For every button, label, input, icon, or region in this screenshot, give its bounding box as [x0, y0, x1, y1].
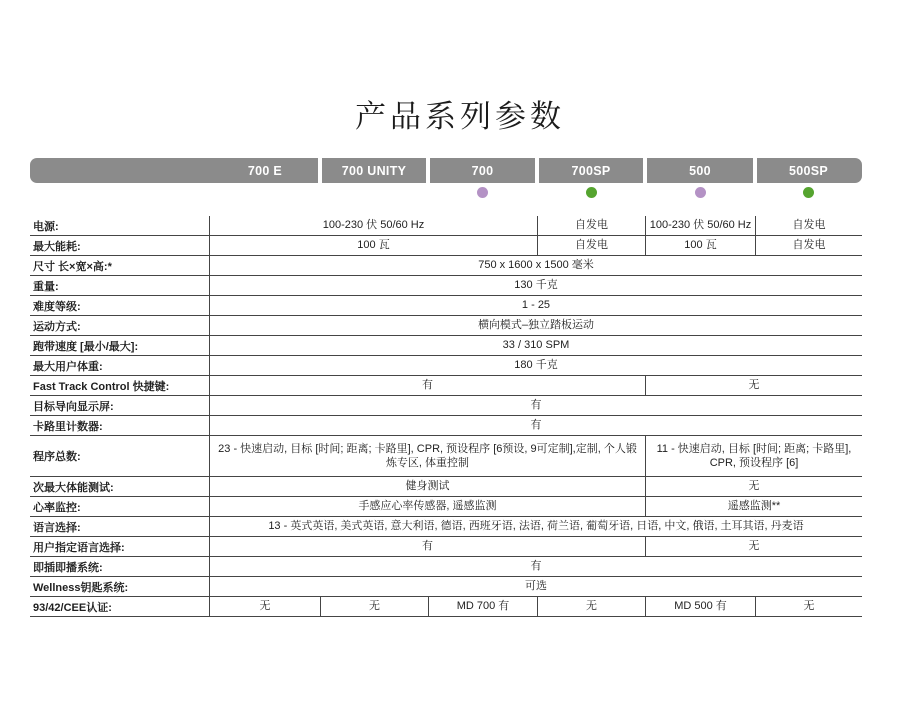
value-cell: 可选 [525, 579, 547, 592]
green-status-dot-icon [586, 187, 597, 198]
value-cell: 有 [422, 539, 433, 552]
row-label: 重量: [30, 276, 210, 295]
value-cell: 遥感监测** [645, 497, 862, 516]
row-label: 语言选择: [30, 517, 210, 536]
column-label: 500 [689, 164, 711, 178]
purple-status-dot-icon [477, 187, 488, 198]
column-dots-row [30, 187, 862, 199]
value-cell: 750 x 1600 x 1500 毫米 [478, 258, 594, 271]
row-label: 即插即播系统: [30, 557, 210, 576]
value-cell: 手感应心率传感器, 遥感监测 [358, 499, 497, 512]
table-row [30, 296, 862, 316]
value-cell: 无 [320, 597, 428, 616]
table-row [30, 316, 862, 336]
value-cell: 11 - 快速启动, 目标 [时间; 距离; 卡路里], CPR, 预设程序 [6] [645, 436, 862, 476]
value-cell: 无 [645, 537, 862, 556]
value-cell: 无 [645, 477, 862, 496]
value-cell: 自发电 [755, 216, 862, 235]
table-row [30, 577, 862, 597]
column-label: 700 UNITY [341, 164, 407, 178]
value-cell: 无 [645, 376, 862, 395]
row-label: 最大用户体重: [30, 356, 210, 375]
row-label: 目标导向显示屏: [30, 396, 210, 415]
column-label: 700 E [247, 164, 283, 178]
page-title: 产品系列参数 [355, 99, 565, 134]
value-cell: 自发电 [537, 236, 645, 255]
row-label: Fast Track Control 快捷键: [30, 376, 210, 395]
row-label: 难度等级: [30, 296, 210, 315]
row-label: Wellness钥匙系统: [30, 577, 210, 596]
row-label: 卡路里计数器: [30, 416, 210, 435]
value-cell: MD 500 有 [645, 597, 755, 616]
table-row [30, 416, 862, 436]
value-cell: 有 [530, 418, 542, 431]
table-row [30, 537, 862, 557]
purple-status-dot-icon [695, 187, 706, 198]
value-cell: 自发电 [755, 236, 862, 255]
column-label: 700 [471, 164, 494, 178]
row-label: 尺寸 长×宽×高:* [30, 256, 210, 275]
value-cell: 1 - 25 [521, 298, 551, 311]
table-row [30, 376, 862, 396]
value-cell: 100-230 伏 50/60 Hz [322, 218, 425, 231]
value-cell: 180 千克 [514, 358, 558, 371]
green-status-dot-icon [803, 187, 814, 198]
row-label: 程序总数: [30, 436, 210, 476]
table-row [30, 236, 862, 256]
value-cell: 自发电 [537, 216, 645, 235]
table-row [30, 336, 862, 356]
row-label: 最大能耗: [30, 236, 210, 255]
table-row [30, 497, 862, 517]
row-label: 跑带速度 [最小/最大]: [30, 336, 210, 355]
value-cell: 有 [530, 398, 542, 411]
table-row [30, 356, 862, 376]
row-label: 用户指定语言选择: [30, 537, 210, 556]
value-cell: 无 [755, 597, 862, 616]
table-row [30, 557, 862, 577]
table-row [30, 396, 862, 416]
row-label: 心率监控: [30, 497, 210, 516]
spec-table-body [30, 216, 862, 617]
column-label: 700SP [571, 164, 611, 178]
table-row [30, 256, 862, 276]
row-label: 运动方式: [30, 316, 210, 335]
value-cell: 100 瓦 [645, 236, 755, 255]
value-cell: 有 [422, 378, 433, 391]
value-cell: 健身测试 [405, 479, 450, 492]
table-row [30, 517, 862, 537]
row-label: 次最大体能测试: [30, 477, 210, 496]
table-row [30, 477, 862, 497]
table-header-row [30, 158, 862, 183]
value-cell: 横向模式–独立踏板运动 [477, 318, 595, 331]
table-row [30, 436, 862, 477]
value-cell: 无 [259, 599, 271, 612]
value-cell: 33 / 310 SPM [502, 338, 570, 351]
value-cell: 13 - 英式英语, 美式英语, 意大利语, 德语, 西班牙语, 法语, 荷兰语, 葡萄牙语, 日语, 中文, 俄语, 土耳其语, 丹麦语 [268, 519, 804, 532]
value-cell: 130 千克 [514, 278, 558, 291]
value-cell: 23 - 快速启动, 目标 [时间; 距离; 卡路里], CPR, 预设程序 [6预设, 9可定制],定制, 个人锻炼专区, 体重控制 [218, 442, 637, 469]
value-cell: 无 [537, 597, 645, 616]
column-label: 500SP [788, 164, 829, 178]
table-row [30, 276, 862, 296]
table-row [30, 597, 862, 617]
value-cell: 100-230 伏 50/60 Hz [645, 216, 755, 235]
row-label: 电源: [30, 216, 210, 235]
value-cell: 100 瓦 [357, 238, 390, 251]
row-label: 93/42/CEE认证: [30, 597, 210, 616]
value-cell: MD 700 有 [428, 597, 537, 616]
value-cell: 有 [530, 559, 542, 572]
table-row [30, 216, 862, 236]
